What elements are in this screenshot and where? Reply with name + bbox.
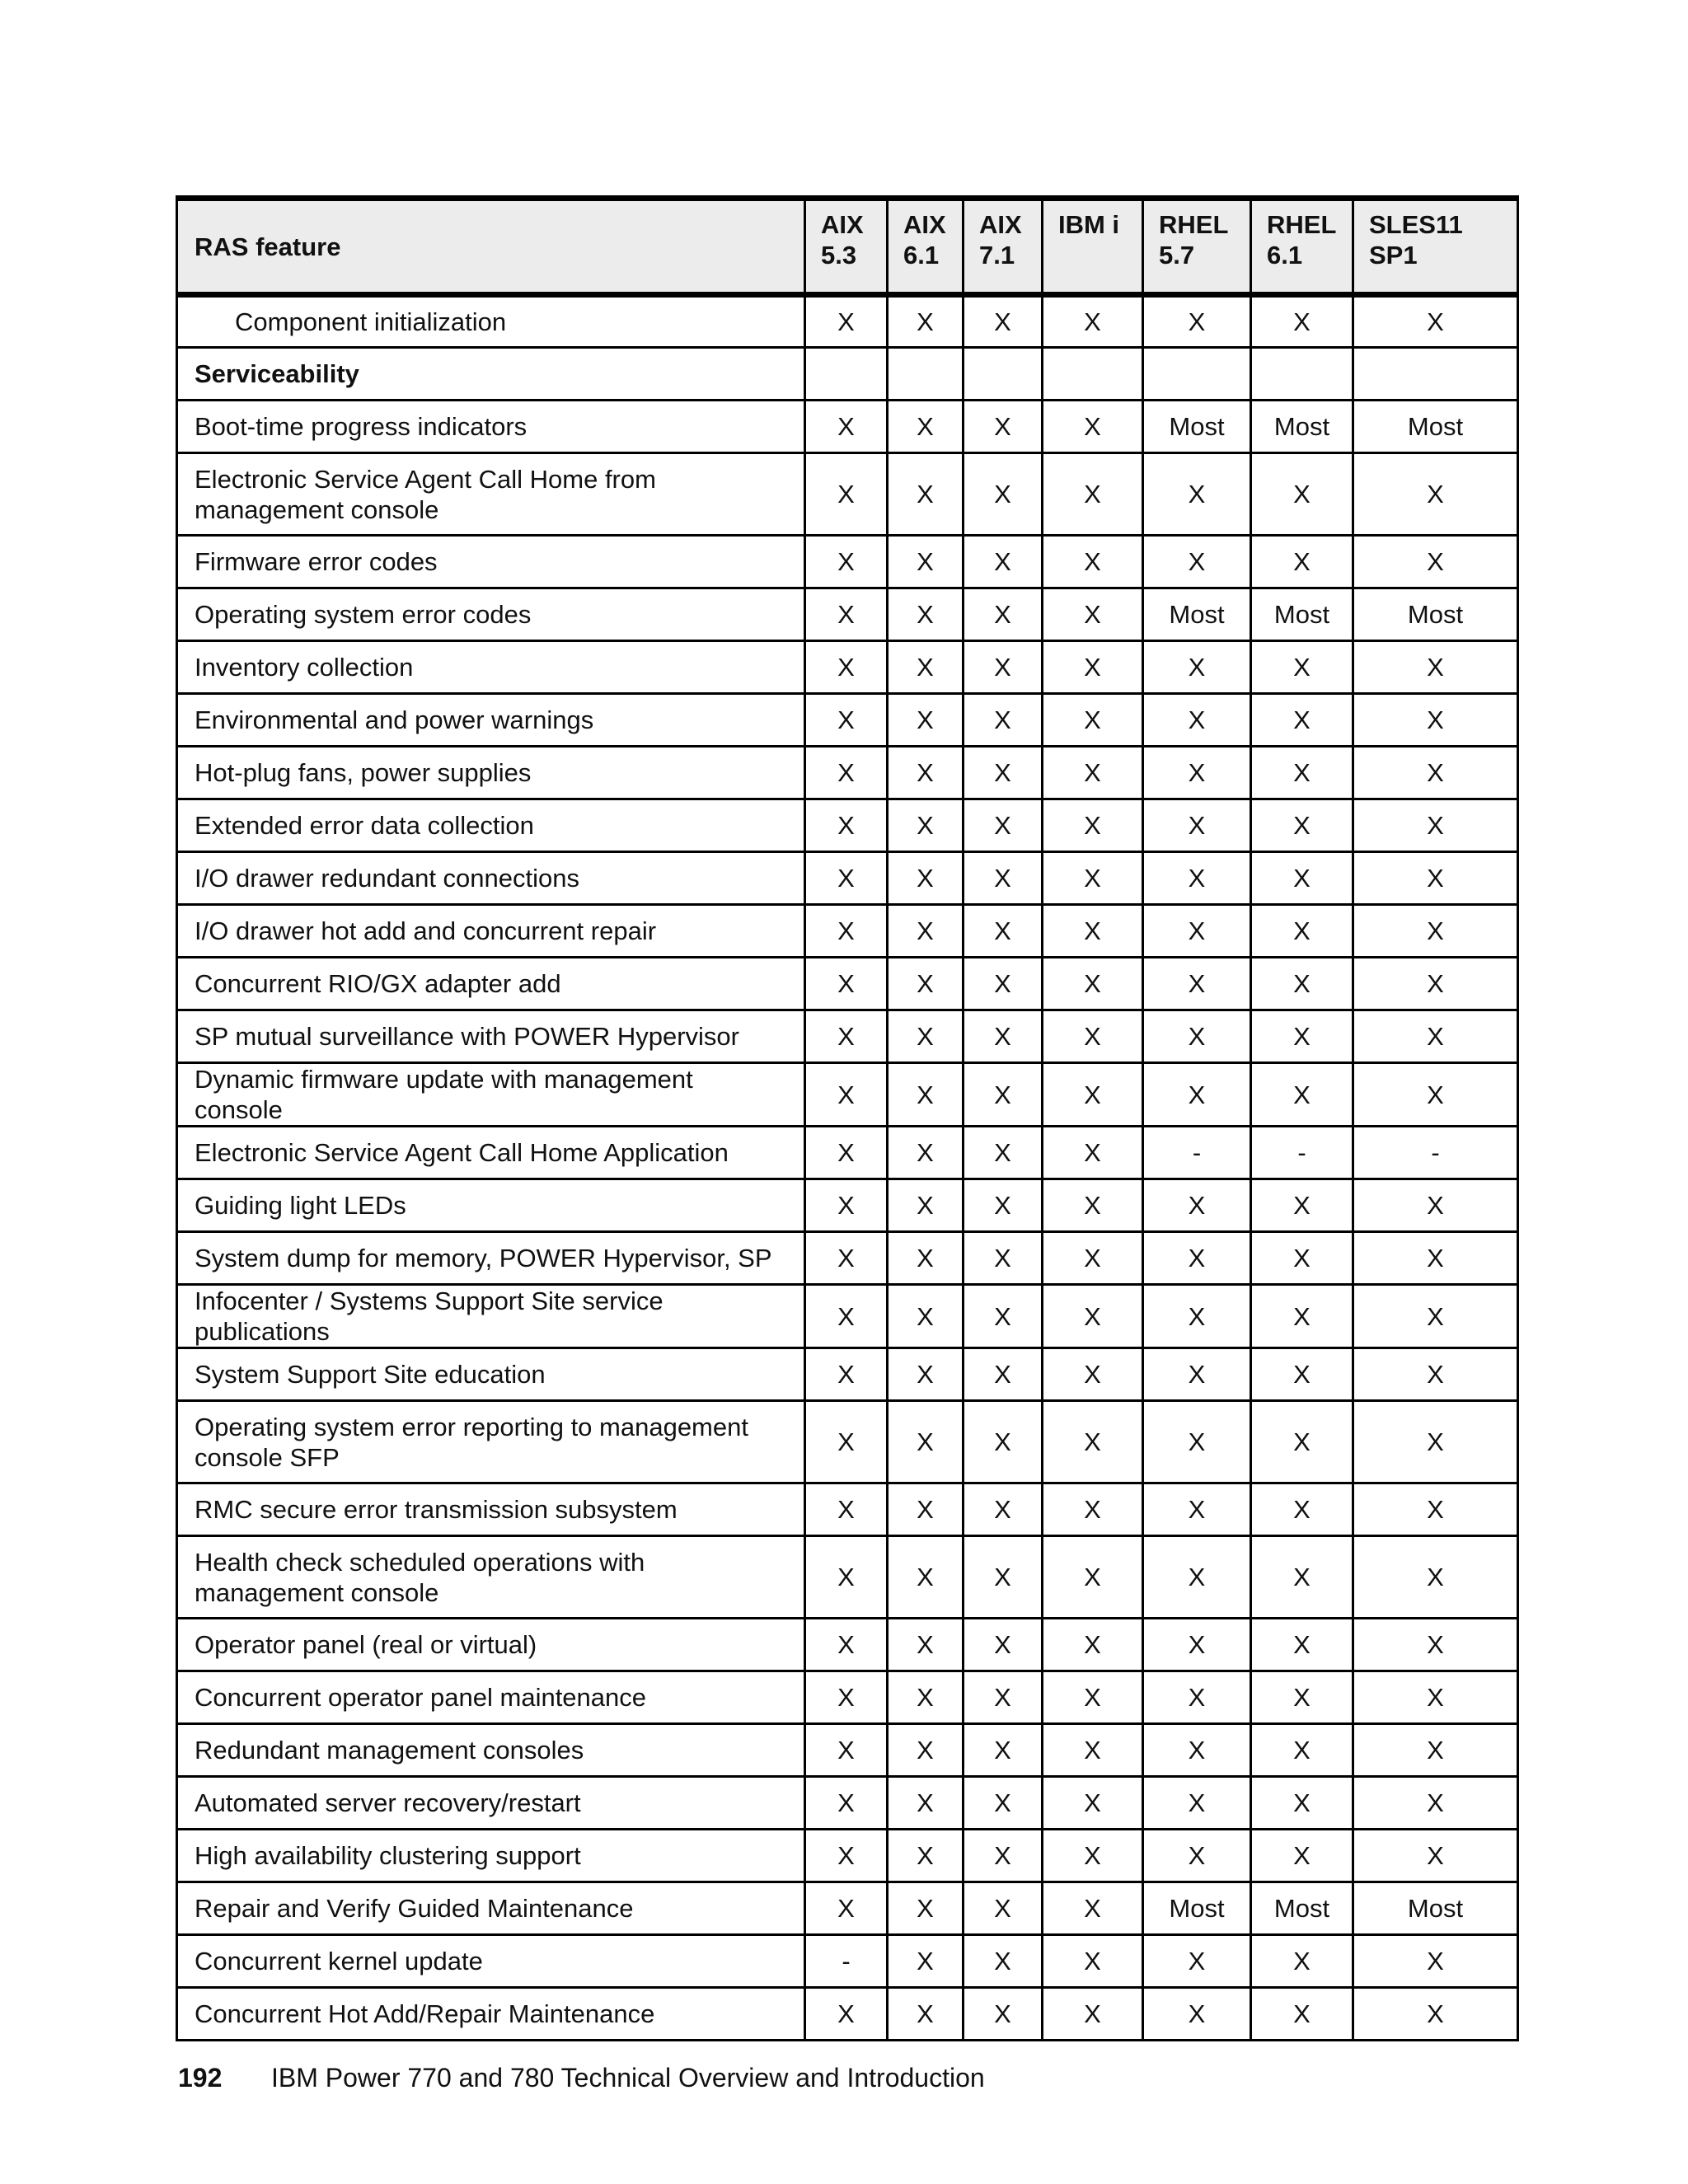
support-cell: Most <box>1143 1882 1251 1935</box>
table-header <box>177 199 1518 295</box>
support-cell: X <box>1353 747 1518 799</box>
support-cell: X <box>1251 694 1353 747</box>
support-cell: X <box>888 747 964 799</box>
support-cell: X <box>1251 641 1353 694</box>
support-cell: X <box>964 1127 1043 1179</box>
table-row <box>177 1285 1518 1348</box>
support-cell: X <box>888 694 964 747</box>
support-cell: X <box>888 1619 964 1671</box>
support-cell: X <box>1143 747 1251 799</box>
support-cell: Most <box>1353 401 1518 453</box>
support-cell: X <box>1251 295 1353 348</box>
feature-name: Inventory collection <box>177 641 805 694</box>
support-cell: X <box>1143 641 1251 694</box>
support-cell: X <box>1043 588 1143 641</box>
support-cell: X <box>1143 1619 1251 1671</box>
support-cell: X <box>1143 958 1251 1010</box>
support-cell: X <box>1251 1232 1353 1285</box>
support-cell: X <box>1143 1348 1251 1401</box>
table-row <box>177 348 1518 401</box>
support-cell: X <box>1353 1671 1518 1724</box>
table-row <box>177 295 1518 348</box>
table-row <box>177 1179 1518 1232</box>
page-footer <box>178 2061 985 2094</box>
support-cell: X <box>964 401 1043 453</box>
support-cell: X <box>1143 1671 1251 1724</box>
feature-name: Electronic Service Agent Call Home from management console <box>177 453 805 536</box>
table-row <box>177 1063 1518 1127</box>
support-cell: X <box>964 1619 1043 1671</box>
support-cell <box>805 348 888 401</box>
support-cell: Most <box>1143 401 1251 453</box>
support-cell: X <box>964 1401 1043 1483</box>
support-cell: X <box>964 852 1043 905</box>
support-cell: X <box>805 588 888 641</box>
support-cell: X <box>1353 1010 1518 1063</box>
support-cell: X <box>1353 641 1518 694</box>
support-cell: X <box>1251 958 1353 1010</box>
feature-name: I/O drawer redundant connections <box>177 852 805 905</box>
header-sles11-sp1: SLES11 SP1 <box>1353 199 1518 295</box>
page-number: 192 <box>178 2063 223 2093</box>
support-cell: X <box>964 905 1043 958</box>
support-cell: X <box>1143 694 1251 747</box>
table-row <box>177 1830 1518 1882</box>
support-cell: X <box>888 1127 964 1179</box>
table-row <box>177 1483 1518 1536</box>
feature-name: System Support Site education <box>177 1348 805 1401</box>
support-cell: X <box>1043 1348 1143 1401</box>
support-cell: X <box>888 1830 964 1882</box>
support-cell: X <box>888 453 964 536</box>
feature-name: Guiding light LEDs <box>177 1179 805 1232</box>
support-cell: X <box>1353 1063 1518 1127</box>
support-cell: X <box>1251 453 1353 536</box>
feature-name: Operator panel (real or virtual) <box>177 1619 805 1671</box>
support-cell: X <box>1251 1988 1353 2041</box>
support-cell: X <box>805 747 888 799</box>
support-cell: X <box>1143 1010 1251 1063</box>
support-cell: X <box>1043 958 1143 1010</box>
support-cell: Most <box>1353 588 1518 641</box>
support-cell: X <box>964 1232 1043 1285</box>
support-cell: X <box>1043 1935 1143 1988</box>
support-cell: X <box>1251 1285 1353 1348</box>
feature-name: I/O drawer hot add and concurrent repair <box>177 905 805 958</box>
support-cell: X <box>888 1671 964 1724</box>
support-cell: X <box>1251 536 1353 588</box>
support-cell: X <box>1043 1619 1143 1671</box>
ras-feature-table <box>176 195 1519 2041</box>
feature-name: High availability clustering support <box>177 1830 805 1882</box>
support-cell: X <box>805 1777 888 1830</box>
support-cell: X <box>888 1063 964 1127</box>
support-cell: X <box>964 1724 1043 1777</box>
support-cell: X <box>888 1179 964 1232</box>
support-cell: Most <box>1353 1882 1518 1935</box>
support-cell: X <box>1353 1232 1518 1285</box>
support-cell: X <box>1251 1179 1353 1232</box>
header-aix-7-1: AIX 7.1 <box>964 199 1043 295</box>
support-cell: X <box>805 1232 888 1285</box>
support-cell: X <box>888 1988 964 2041</box>
support-cell: X <box>1353 958 1518 1010</box>
support-cell <box>1043 348 1143 401</box>
feature-name: Environmental and power warnings <box>177 694 805 747</box>
support-cell: X <box>805 1882 888 1935</box>
table-row <box>177 1724 1518 1777</box>
support-cell: X <box>1353 1401 1518 1483</box>
table-row <box>177 958 1518 1010</box>
support-cell: X <box>964 588 1043 641</box>
support-cell: X <box>964 1536 1043 1619</box>
header-aix-6-1: AIX 6.1 <box>888 199 964 295</box>
feature-name: Health check scheduled operations with management console <box>177 1536 805 1619</box>
support-cell: Most <box>1143 588 1251 641</box>
table-row <box>177 1619 1518 1671</box>
support-cell: X <box>1353 536 1518 588</box>
support-cell: X <box>805 1830 888 1882</box>
feature-name: Concurrent kernel update <box>177 1935 805 1988</box>
support-cell: X <box>1143 799 1251 852</box>
support-cell: X <box>1043 694 1143 747</box>
support-cell: X <box>1251 1671 1353 1724</box>
support-cell: Most <box>1251 1882 1353 1935</box>
support-cell: X <box>805 1671 888 1724</box>
table-row <box>177 694 1518 747</box>
support-cell: X <box>1143 1724 1251 1777</box>
support-cell: X <box>888 1882 964 1935</box>
support-cell: X <box>964 799 1043 852</box>
table-row <box>177 536 1518 588</box>
header-ras-feature: RAS feature <box>177 199 805 295</box>
support-cell: X <box>805 1988 888 2041</box>
support-cell: X <box>805 694 888 747</box>
feature-name: Redundant management consoles <box>177 1724 805 1777</box>
support-cell: X <box>1251 905 1353 958</box>
feature-name: Repair and Verify Guided Maintenance <box>177 1882 805 1935</box>
support-cell: X <box>964 1671 1043 1724</box>
support-cell: X <box>805 1619 888 1671</box>
support-cell: X <box>805 799 888 852</box>
support-cell: - <box>805 1935 888 1988</box>
support-cell: X <box>1043 1232 1143 1285</box>
support-cell: X <box>1353 295 1518 348</box>
support-cell: X <box>1353 1724 1518 1777</box>
support-cell: X <box>964 536 1043 588</box>
table-body <box>177 295 1518 2041</box>
support-cell: X <box>1353 1830 1518 1882</box>
support-cell: X <box>1251 1619 1353 1671</box>
support-cell: X <box>964 1830 1043 1882</box>
support-cell: X <box>888 799 964 852</box>
feature-name: SP mutual surveillance with POWER Hypervisor <box>177 1010 805 1063</box>
support-cell: X <box>1353 1988 1518 2041</box>
support-cell: X <box>964 1348 1043 1401</box>
support-cell: X <box>1143 1232 1251 1285</box>
support-cell: X <box>964 1777 1043 1830</box>
support-cell: X <box>888 905 964 958</box>
support-cell: X <box>805 1724 888 1777</box>
support-cell: X <box>805 905 888 958</box>
support-cell: X <box>1353 1179 1518 1232</box>
support-cell: X <box>805 1401 888 1483</box>
table-row <box>177 1348 1518 1401</box>
support-cell: X <box>1143 905 1251 958</box>
support-cell: X <box>1043 1285 1143 1348</box>
support-cell: X <box>1043 1127 1143 1179</box>
support-cell: X <box>1251 1010 1353 1063</box>
support-cell: X <box>1043 295 1143 348</box>
header-row <box>177 199 1518 295</box>
support-cell: X <box>888 401 964 453</box>
support-cell: X <box>964 295 1043 348</box>
support-cell: X <box>964 1483 1043 1536</box>
feature-name: Boot-time progress indicators <box>177 401 805 453</box>
header-rhel-5-7: RHEL 5.7 <box>1143 199 1251 295</box>
support-cell: Most <box>1251 588 1353 641</box>
feature-name: Operating system error codes <box>177 588 805 641</box>
support-cell: X <box>964 1882 1043 1935</box>
section-heading: Serviceability <box>177 348 805 401</box>
table-row <box>177 1232 1518 1285</box>
support-cell: X <box>1143 1777 1251 1830</box>
support-cell: X <box>1353 905 1518 958</box>
support-cell <box>1251 348 1353 401</box>
feature-name: Concurrent Hot Add/Repair Maintenance <box>177 1988 805 2041</box>
support-cell: Most <box>1251 401 1353 453</box>
support-cell: X <box>1143 453 1251 536</box>
support-cell: X <box>805 1483 888 1536</box>
support-cell: X <box>1143 1285 1251 1348</box>
support-cell: X <box>964 1179 1043 1232</box>
support-cell: X <box>805 641 888 694</box>
support-cell: X <box>1251 1777 1353 1830</box>
support-cell: X <box>888 1536 964 1619</box>
table-row <box>177 453 1518 536</box>
feature-name: Operating system error reporting to management console SFP <box>177 1401 805 1483</box>
feature-name: Firmware error codes <box>177 536 805 588</box>
support-cell: X <box>964 1988 1043 2041</box>
header-ibm-i: IBM i <box>1043 199 1143 295</box>
table-row <box>177 641 1518 694</box>
support-cell: X <box>964 1010 1043 1063</box>
support-cell: X <box>1043 453 1143 536</box>
support-cell: X <box>1143 295 1251 348</box>
support-cell <box>1143 348 1251 401</box>
support-cell: X <box>1043 536 1143 588</box>
support-cell: X <box>888 852 964 905</box>
support-cell: X <box>1251 1830 1353 1882</box>
feature-name: Electronic Service Agent Call Home Application <box>177 1127 805 1179</box>
support-cell: X <box>888 1724 964 1777</box>
support-cell <box>1353 348 1518 401</box>
support-cell: X <box>1043 852 1143 905</box>
support-cell: X <box>805 852 888 905</box>
support-cell: X <box>1043 1724 1143 1777</box>
support-cell: X <box>805 295 888 348</box>
support-cell: X <box>888 536 964 588</box>
feature-name: Extended error data collection <box>177 799 805 852</box>
support-cell: X <box>1251 1724 1353 1777</box>
support-cell: X <box>1043 641 1143 694</box>
support-cell: - <box>1353 1127 1518 1179</box>
support-cell: X <box>888 1483 964 1536</box>
support-cell: X <box>1251 852 1353 905</box>
support-cell: - <box>1251 1127 1353 1179</box>
support-cell <box>888 348 964 401</box>
support-cell: X <box>1251 799 1353 852</box>
support-cell: X <box>805 958 888 1010</box>
support-cell: X <box>805 401 888 453</box>
support-cell: X <box>805 1179 888 1232</box>
support-cell: X <box>964 747 1043 799</box>
support-cell: X <box>1043 1830 1143 1882</box>
table-row <box>177 905 1518 958</box>
support-cell: X <box>1043 747 1143 799</box>
support-cell: - <box>1143 1127 1251 1179</box>
support-cell: X <box>964 1285 1043 1348</box>
table-row <box>177 1988 1518 2041</box>
support-cell: X <box>1043 1179 1143 1232</box>
feature-name: Infocenter / Systems Support Site service publications <box>177 1285 805 1348</box>
support-cell <box>964 348 1043 401</box>
support-cell: X <box>1353 852 1518 905</box>
support-cell: X <box>888 1777 964 1830</box>
support-cell: X <box>805 1010 888 1063</box>
header-aix-5-3: AIX 5.3 <box>805 199 888 295</box>
feature-name: RMC secure error transmission subsystem <box>177 1483 805 1536</box>
support-cell: X <box>1353 1483 1518 1536</box>
table-row <box>177 1777 1518 1830</box>
support-cell: X <box>888 641 964 694</box>
support-cell: X <box>1043 1063 1143 1127</box>
support-cell: X <box>1143 1935 1251 1988</box>
support-cell: X <box>1043 1483 1143 1536</box>
support-cell: X <box>1043 1777 1143 1830</box>
support-cell: X <box>1043 1401 1143 1483</box>
support-cell: X <box>1251 1348 1353 1401</box>
support-cell: X <box>1353 1348 1518 1401</box>
support-cell: X <box>1043 1882 1143 1935</box>
support-cell: X <box>1043 401 1143 453</box>
support-cell: X <box>964 453 1043 536</box>
feature-name: Dynamic firmware update with management console <box>177 1063 805 1127</box>
feature-name: Concurrent operator panel maintenance <box>177 1671 805 1724</box>
support-cell: X <box>1353 799 1518 852</box>
support-cell: X <box>888 1935 964 1988</box>
support-cell: X <box>1251 1483 1353 1536</box>
support-cell: X <box>1251 1536 1353 1619</box>
support-cell: X <box>1143 1401 1251 1483</box>
feature-name: Automated server recovery/restart <box>177 1777 805 1830</box>
support-cell: X <box>888 1401 964 1483</box>
support-cell: X <box>1143 1179 1251 1232</box>
support-cell: X <box>964 641 1043 694</box>
support-cell: X <box>888 295 964 348</box>
support-cell: X <box>1043 1671 1143 1724</box>
support-cell: X <box>1043 799 1143 852</box>
support-cell: X <box>888 1010 964 1063</box>
support-cell: X <box>888 1348 964 1401</box>
support-cell: X <box>805 1348 888 1401</box>
table-row <box>177 1401 1518 1483</box>
support-cell: X <box>805 1127 888 1179</box>
table-row <box>177 1935 1518 1988</box>
support-cell: X <box>1251 1401 1353 1483</box>
support-cell: X <box>964 1063 1043 1127</box>
table-row <box>177 1536 1518 1619</box>
support-cell: X <box>1143 1063 1251 1127</box>
table-row <box>177 747 1518 799</box>
support-cell: X <box>1251 747 1353 799</box>
support-cell: X <box>1353 1619 1518 1671</box>
support-cell: X <box>1143 852 1251 905</box>
table-row <box>177 1671 1518 1724</box>
support-cell: X <box>805 1285 888 1348</box>
support-cell: X <box>805 536 888 588</box>
support-cell: X <box>964 958 1043 1010</box>
support-cell: X <box>1043 1988 1143 2041</box>
feature-name: Component initialization <box>177 295 805 348</box>
support-cell: X <box>1043 1010 1143 1063</box>
table-row <box>177 401 1518 453</box>
support-cell: X <box>964 1935 1043 1988</box>
feature-name: System dump for memory, POWER Hypervisor, SP <box>177 1232 805 1285</box>
support-cell: X <box>805 1536 888 1619</box>
table-row <box>177 1882 1518 1935</box>
support-cell: X <box>1353 1935 1518 1988</box>
feature-name: Hot-plug fans, power supplies <box>177 747 805 799</box>
support-cell: X <box>1043 905 1143 958</box>
support-cell: X <box>1353 453 1518 536</box>
support-cell: X <box>1251 1935 1353 1988</box>
support-cell: X <box>888 1285 964 1348</box>
support-cell: X <box>1143 1483 1251 1536</box>
support-cell: X <box>1143 1536 1251 1619</box>
support-cell: X <box>1043 1536 1143 1619</box>
table-row <box>177 799 1518 852</box>
support-cell: X <box>888 1232 964 1285</box>
support-cell: X <box>1353 1777 1518 1830</box>
support-cell: X <box>1251 1063 1353 1127</box>
header-rhel-6-1: RHEL 6.1 <box>1251 199 1353 295</box>
support-cell: X <box>1143 1830 1251 1882</box>
support-cell: X <box>888 588 964 641</box>
support-cell: X <box>805 1063 888 1127</box>
support-cell: X <box>888 958 964 1010</box>
support-cell: X <box>1143 1988 1251 2041</box>
support-cell: X <box>964 694 1043 747</box>
book-title: IBM Power 770 and 780 Technical Overview and Introduction <box>271 2063 985 2093</box>
table-row <box>177 588 1518 641</box>
support-cell: X <box>1353 1536 1518 1619</box>
support-cell: X <box>1353 1285 1518 1348</box>
feature-name: Concurrent RIO/GX adapter add <box>177 958 805 1010</box>
support-cell: X <box>1353 694 1518 747</box>
support-cell: X <box>805 453 888 536</box>
support-cell: X <box>1143 536 1251 588</box>
table-row <box>177 852 1518 905</box>
table-row <box>177 1010 1518 1063</box>
table-row <box>177 1127 1518 1179</box>
